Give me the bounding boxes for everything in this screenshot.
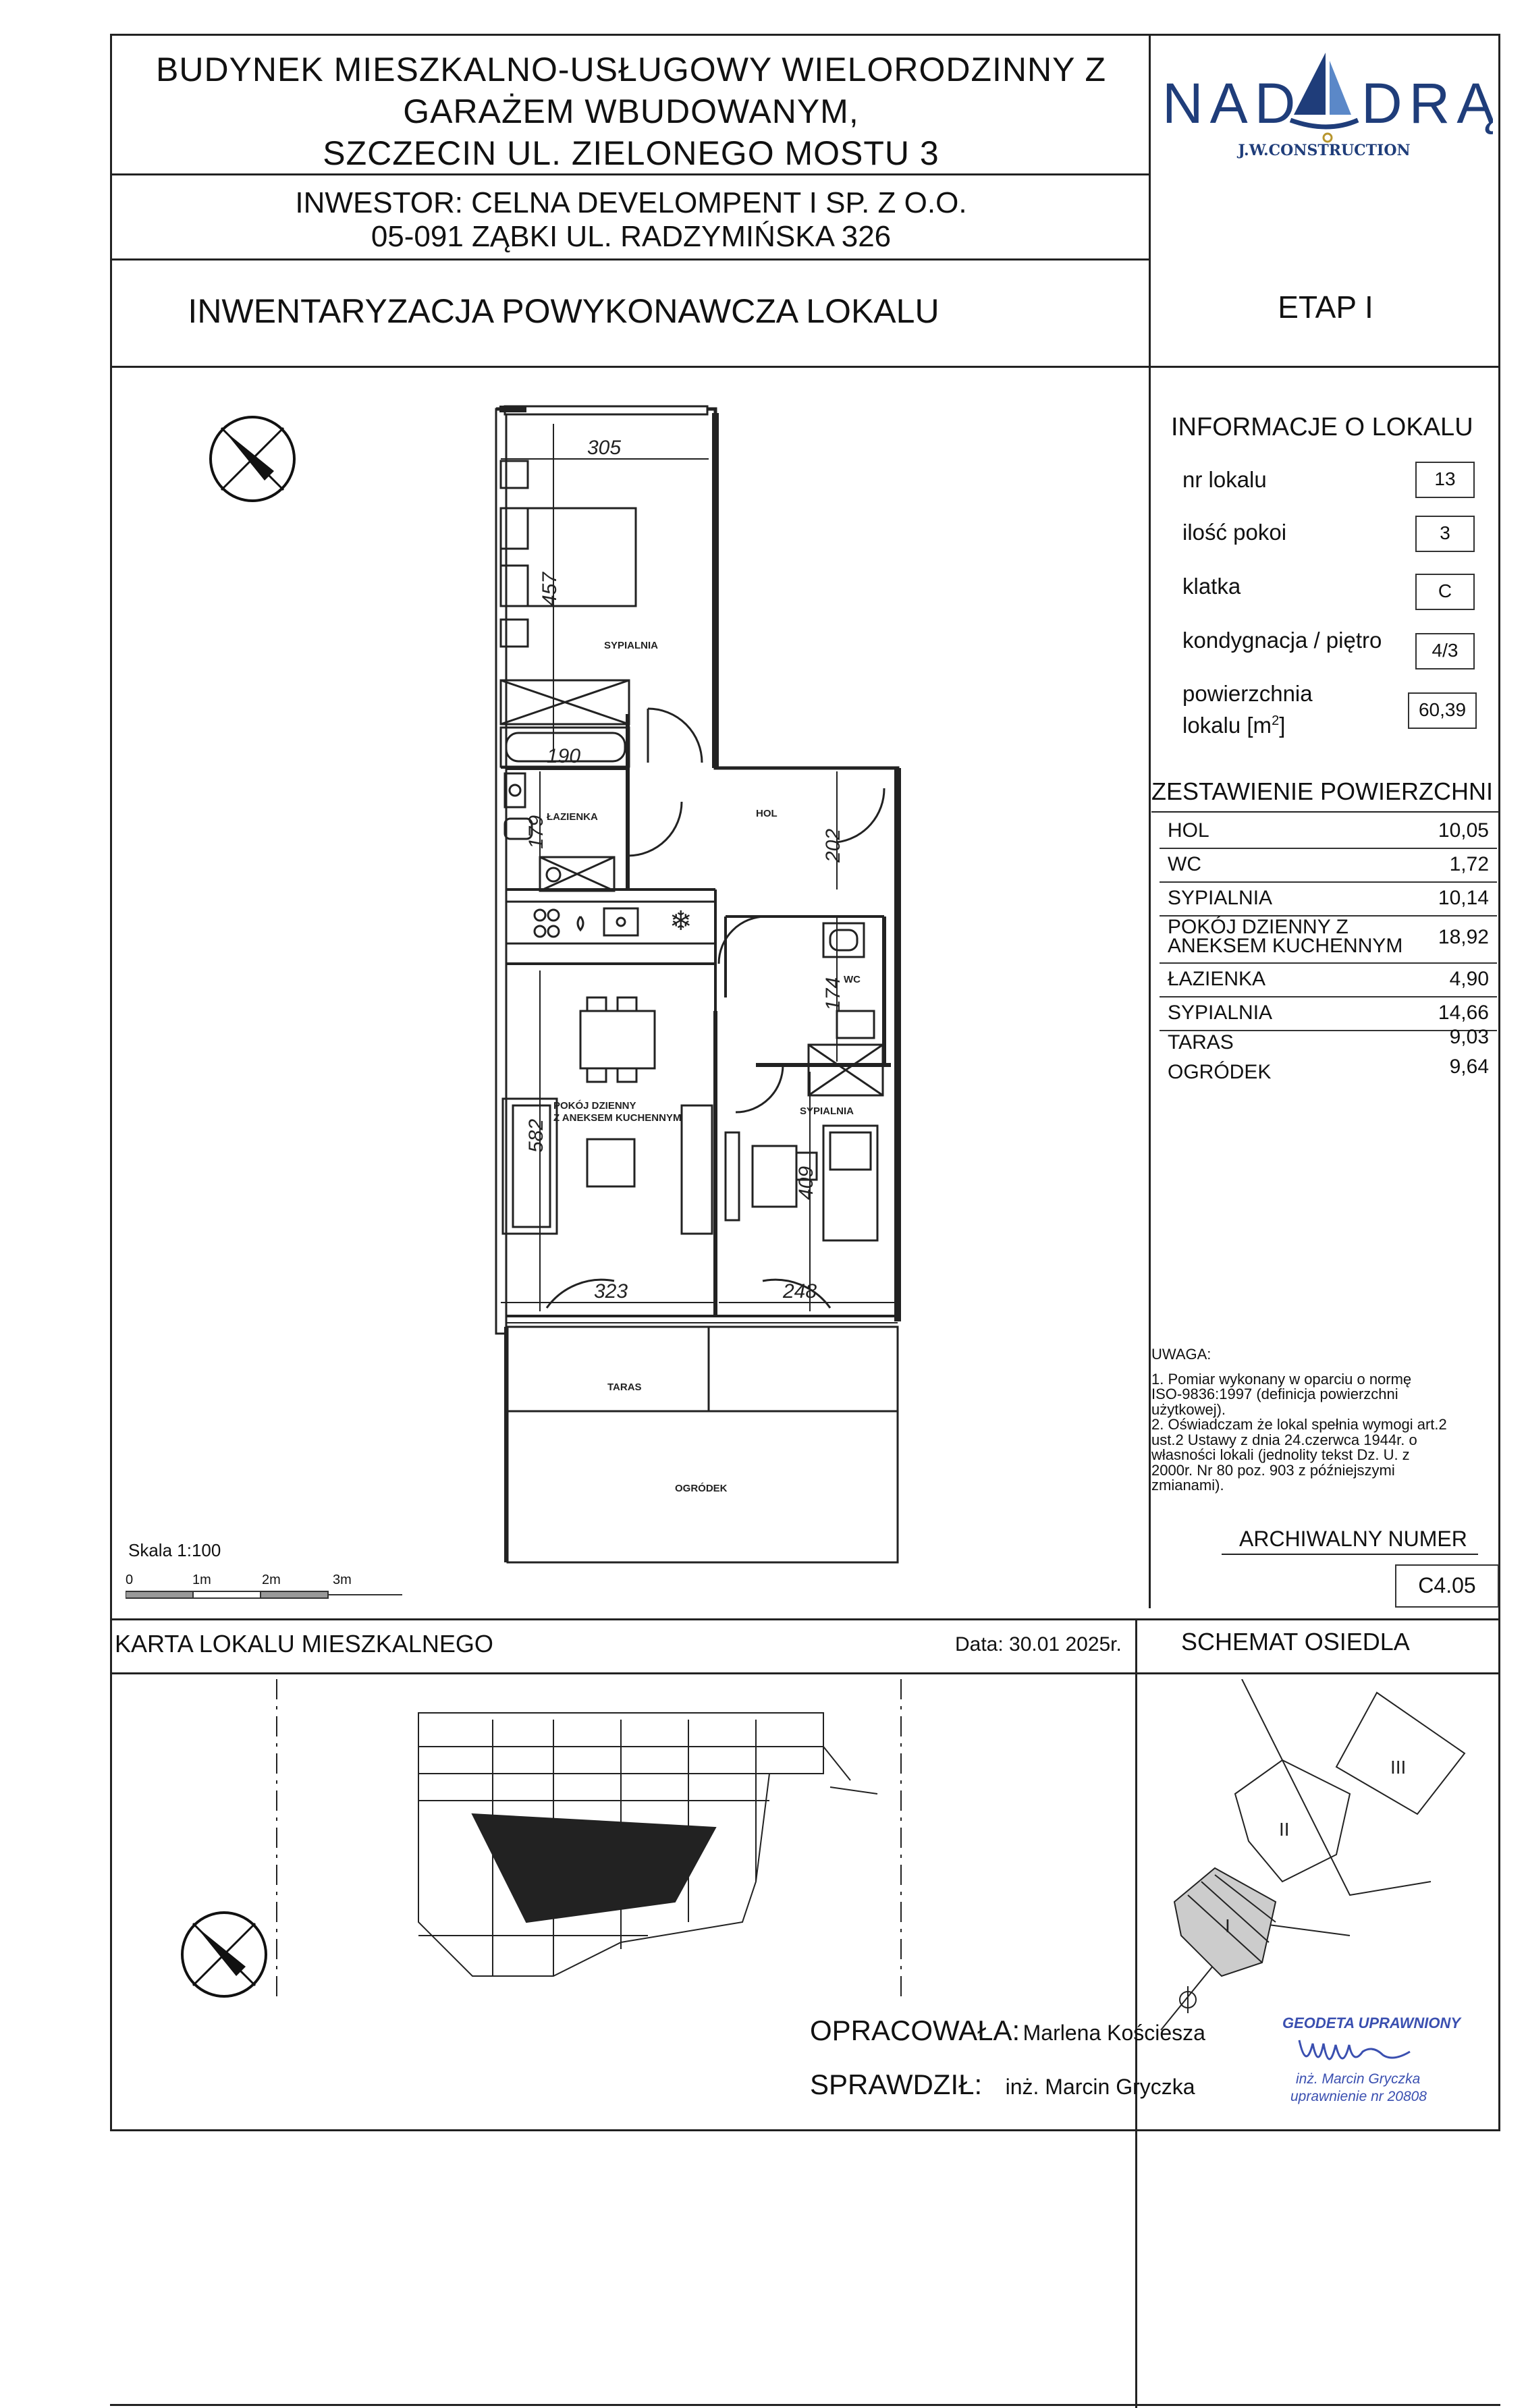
- room-label: OGRÓDEK: [675, 1483, 728, 1494]
- areas-heading: ZESTAWIENIE POWIERZCHNI: [1151, 777, 1494, 805]
- north-arrow-icon: [178, 1909, 270, 2000]
- info-value-nr: 13: [1415, 462, 1475, 498]
- schema-label: I: [1225, 1915, 1230, 1936]
- scale-tick-label: 3m: [333, 1572, 352, 1587]
- notes-heading: UWAGA:: [1151, 1346, 1211, 1363]
- logo: [1155, 47, 1493, 162]
- card-title: KARTA LOKALU MIESZKALNEGO: [115, 1630, 493, 1658]
- area-row: SYPIALNIA 14,66: [1160, 996, 1497, 1031]
- card-date: Data: 30.01 2025r.: [955, 1633, 1122, 1655]
- divider: [1149, 34, 1151, 1608]
- info-label-area: [1182, 680, 1313, 739]
- prepared-label: OPRACOWAŁA:: [810, 2015, 1020, 2046]
- notes-line: własności lokali (jednolity tekst Dz. U. z: [1151, 1446, 1410, 1463]
- dim-label: 305: [587, 437, 622, 459]
- area-row: SYPIALNIA 10,14: [1160, 881, 1497, 916]
- svg-text:DRĄ: DRĄ: [1361, 72, 1493, 135]
- project-title: [115, 49, 1147, 174]
- project-title-line3: SZCZECIN UL. ZIELONEGO MOSTU 3: [323, 134, 939, 172]
- dim-label: 174: [822, 977, 844, 1011]
- dim-label: 409: [795, 1166, 817, 1200]
- area-row: ŁAZIENKA 4,90: [1160, 962, 1497, 997]
- divider: [1135, 1618, 1137, 2408]
- room-label: Z ANEKSEM KUCHENNYM: [553, 1112, 682, 1124]
- dim-label: 582: [525, 1118, 547, 1153]
- info-value-rooms: 3: [1415, 516, 1475, 552]
- scale-tick-label: 0: [126, 1572, 134, 1587]
- stamp-licence: uprawnienie nr 20808: [1290, 2089, 1427, 2104]
- notes-line: 2. Oświadczam że lokal spełnia wymogi art.2: [1151, 1416, 1447, 1433]
- stamp-name: inż. Marcin Gryczka: [1296, 2071, 1421, 2087]
- surveyor-stamp: [1282, 2015, 1485, 2109]
- divider: [1151, 811, 1500, 813]
- info-label-area-line2: lokalu $[m^2]$: [1182, 713, 1286, 738]
- notes-line: ISO-9836:1997 (definicja powierzchni: [1151, 1386, 1398, 1402]
- info-value-floor: 4/3: [1415, 633, 1475, 669]
- divider: [110, 2404, 1500, 2406]
- room-label: SYPIALNIA: [800, 1105, 854, 1117]
- dim-label: 190: [547, 745, 581, 767]
- area-row: WC 1,72: [1160, 848, 1497, 883]
- info-label-area-line1: powierzchnia: [1182, 681, 1313, 706]
- prepared-by: [810, 2015, 1205, 2047]
- site-schema: [1147, 1679, 1498, 2071]
- notes-line: zmianami).: [1151, 1477, 1224, 1494]
- investor-line2: 05-091 ZĄBKI UL. RADZYMIŃSKA 326: [371, 220, 892, 253]
- dim-label: 323: [594, 1280, 628, 1303]
- schema-label: III: [1390, 1757, 1407, 1778]
- info-label-floor: kondygnacja / piętro: [1182, 628, 1382, 653]
- project-title-line2: GARAŻEM WBUDOWANYM,: [403, 92, 859, 130]
- archive-label: ARCHIWALNY NUMER: [1239, 1527, 1467, 1551]
- svg-text:NAD: NAD: [1162, 72, 1303, 135]
- area-row: POKÓJ DZIENNY Z ANEKSEM KUCHENNYM 18,92: [1160, 915, 1497, 964]
- north-arrow-icon: [207, 413, 298, 505]
- dim-label: 202: [822, 828, 844, 863]
- area-row: TARAS 9,03: [1168, 1026, 1489, 1054]
- notes-line: 1. Pomiar wykonany w oparciu o normę: [1151, 1370, 1412, 1388]
- divider: [1222, 1554, 1478, 1555]
- notes-line: użytkowej).: [1151, 1400, 1226, 1418]
- info-value-area: 60,39: [1408, 692, 1477, 729]
- scale-tick-label: 1m: [192, 1572, 211, 1587]
- notes: [1151, 1347, 1496, 1494]
- divider: [110, 1672, 1500, 1674]
- document-type: INWENTARYZACJA POWYKONAWCZA LOKALU: [188, 292, 939, 330]
- dim-label: 248: [783, 1280, 817, 1303]
- building-plan: [270, 1679, 918, 2003]
- notes-line: 2000r. Nr 80 poz. 903 z późniejszymi: [1151, 1461, 1395, 1479]
- info-heading: INFORMACJE O LOKALU: [1171, 413, 1473, 441]
- dim-label: 179: [525, 815, 547, 849]
- checked-by: [810, 2069, 1195, 2101]
- room-label: SYPIALNIA: [604, 640, 659, 651]
- scale-bar: [126, 1590, 409, 1601]
- info-label-stair: klatka: [1182, 574, 1241, 599]
- checked-label: SPRAWDZIŁ:: [810, 2069, 983, 2100]
- scale-tick-label: 2m: [262, 1572, 281, 1587]
- divider: [110, 258, 1149, 261]
- schema-label: II: [1279, 1819, 1290, 1840]
- stamp-title: GEODETA UPRAWNIONY: [1282, 2015, 1461, 2031]
- info-label-nr: nr lokalu: [1182, 467, 1267, 492]
- notes-line: ust.2 Ustawy z dnia 24.czerwca 1944r. o: [1151, 1431, 1417, 1448]
- info-value-stair: C: [1415, 574, 1475, 610]
- prepared-name: Marlena Kościesza: [1023, 2021, 1205, 2045]
- area-row: OGRÓDEK 9,64: [1168, 1056, 1489, 1083]
- schema-title: SCHEMAT OSIEDLA: [1181, 1628, 1410, 1655]
- scale-label: Skala 1:100: [128, 1540, 221, 1560]
- investor: [115, 186, 1147, 254]
- room-label: POKÓJ DZIENNY: [553, 1100, 636, 1112]
- dim-label: 457: [539, 572, 561, 606]
- stage-label: ETAP I: [1278, 290, 1373, 325]
- signature-icon: [1296, 2027, 1417, 2074]
- room-label: WC: [844, 974, 861, 985]
- floor-plan: [486, 404, 918, 1566]
- room-label: TARAS: [607, 1381, 642, 1393]
- north-arrow-bottom: [178, 1909, 270, 2000]
- investor-line1: INWESTOR: CELNA DEVELOMPENT I SP. Z O.O.: [295, 186, 967, 219]
- project-title-line1: BUDYNEK MIESZKALNO-USŁUGOWY WIELORODZINNY Z: [155, 51, 1106, 88]
- info-label-rooms: ilość pokoi: [1182, 520, 1287, 545]
- room-label: HOL: [756, 808, 778, 819]
- checked-name: inż. Marcin Gryczka: [1005, 2075, 1195, 2099]
- logo-subtitle: J.W.CONSTRUCTION: [1238, 142, 1411, 159]
- divider: [110, 366, 1500, 368]
- divider: [110, 1618, 1500, 1620]
- svg-text:❄: ❄: [670, 906, 692, 936]
- archive-number: C4.05: [1395, 1564, 1499, 1608]
- north-arrow-top: [207, 413, 298, 505]
- room-label: ŁAZIENKA: [547, 811, 598, 823]
- area-row: HOL 10,05: [1160, 814, 1497, 849]
